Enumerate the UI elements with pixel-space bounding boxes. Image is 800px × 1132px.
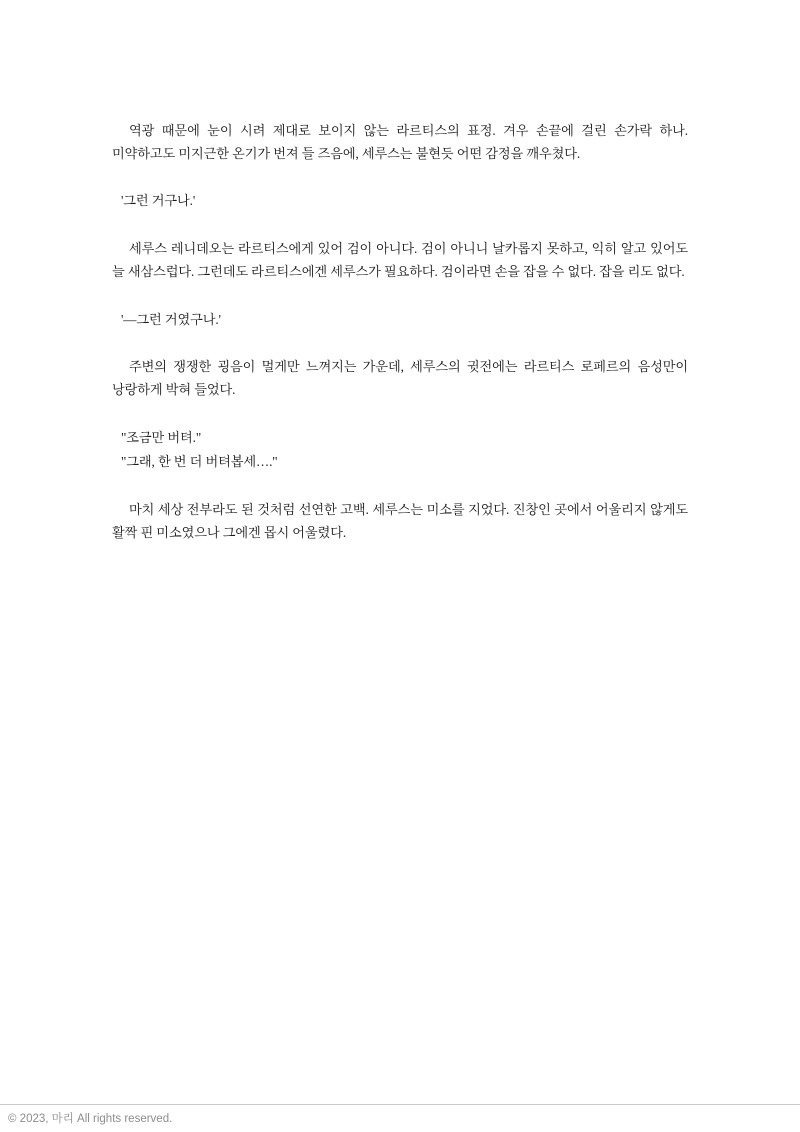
paragraph-inner-monologue: '그런 거구나.' bbox=[121, 193, 196, 209]
paragraph-dialogue: "조금만 버텨." bbox=[121, 429, 202, 445]
paragraph: 세루스 레니데오는 라르티스에게 있어 검이 아니다. 검이 아니니 날카롭지 못하고, 익히 알고 있어도 늘 새삼스럽다. 그런데도 라르티스에겐 세루스가 필요하다. 검이라면 손을 잡을 수 없다. 잡을 리도 없다. bbox=[112, 241, 688, 279]
paragraph: 역광 때문에 눈이 시려 제대로 보이지 않는 라르티스의 표정. 겨우 손끝에 걸린 손가락 하나. 미약하고도 미지근한 온기가 번져 들 즈음에, 세루스는 불현듯 어떤 감정을 깨우쳤다. bbox=[112, 123, 688, 161]
paragraph: 주변의 쟁쟁한 굉음이 멀게만 느껴지는 가운데, 세루스의 귓전에는 라르티스 로페르의 음성만이 낭랑하게 박혀 들었다. bbox=[112, 359, 688, 397]
page-footer bbox=[0, 1104, 800, 1132]
document-body bbox=[112, 120, 688, 569]
paragraph-dialogue: "그래, 한 번 더 버텨봅세…." bbox=[121, 454, 278, 470]
paragraph-inner-monologue: '―그런 거였구나.' bbox=[121, 311, 221, 327]
copyright-notice: © 2023, 마리 All rights reserved. bbox=[8, 1113, 173, 1125]
paragraph: 마치 세상 전부라도 된 것처럼 선연한 고백. 세루스는 미소를 지었다. 진창인 곳에서 어울리지 않게도 활짝 핀 미소였으나 그에겐 몹시 어울렸다. bbox=[112, 502, 688, 540]
